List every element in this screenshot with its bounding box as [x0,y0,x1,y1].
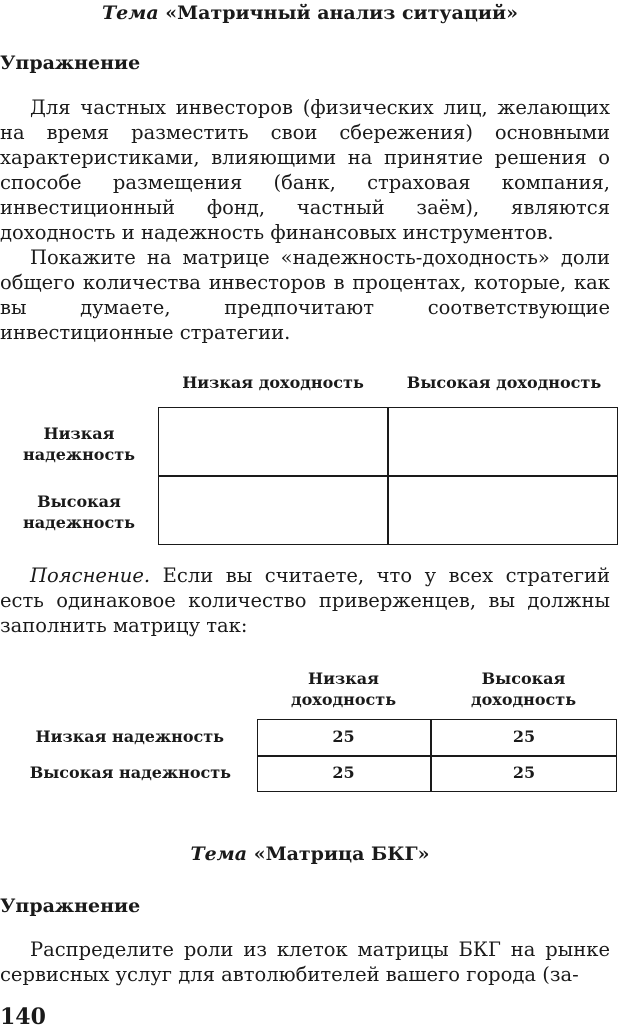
row-header-line: Низкая [43,424,115,443]
matrix2-col-low-header [257,668,430,710]
matrix2-cell: 25 [332,763,355,782]
matrix2-row-low-header: Низкая надежность [35,727,224,746]
topic-prefix: Тема [190,843,248,865]
topic-heading-2 [0,843,620,865]
matrix1-row-high-header [0,491,158,533]
explanation-label: Пояснение. [30,564,151,587]
exercise-heading-2: Упражнение [0,895,141,917]
matrix2-cell: 25 [332,727,355,746]
matrix2-col-high-header [430,668,617,710]
topic-prefix: Тема [102,2,159,24]
exercise-heading-1: Упражнение [0,52,141,74]
col-header-line: Высокая [481,669,566,688]
matrix1-divider-horizontal [158,475,618,477]
col-header-line: доходность [290,690,397,709]
matrix2-cell: 25 [512,763,536,782]
explanation-text: Если вы считаете, что у всех стратегий есть одинаковое количество приверженцев, вы должны заполнить матрицу так: [0,564,610,637]
exercise-paragraph-1 [0,95,610,245]
topic-heading-1 [0,2,620,24]
page-number: 140 [0,1004,46,1030]
paragraph-text: Распределите роли из клеток матрицы БКГ на рынке сервисных услуг для автолюбителей вашего города (за- [0,938,610,986]
row-header-line: надежность [23,513,135,532]
matrix1-col-high-header: Высокая доходность [406,373,602,392]
col-header-line: Низкая [308,669,379,688]
col-header-line: доходность [470,690,577,709]
explanation-paragraph [0,563,610,638]
matrix2-divider-horizontal [257,755,617,757]
matrix2-row-high-header: Высокая надежность [29,763,231,782]
exercise-paragraph-2 [0,245,610,345]
matrix2-cell: 25 [512,727,536,746]
matrix1-col-low-header: Низкая доходность [182,373,364,392]
exercise-paragraph-3 [0,937,610,987]
paragraph-text: Покажите на матрице «надежность-доходность» доли общего количества инвесторов в процентах, которые, как вы думаете, предпочитают соответствующие инвестиционные стратегии. [0,246,610,344]
topic-title: «Матрица БКГ» [253,843,430,865]
matrix1-row-low-header [0,423,158,465]
row-header-line: надежность [23,445,135,464]
row-header-line: Высокая [37,492,121,511]
paragraph-text: Для частных инвесторов (физических лиц, желающих на время разместить свои сбережения) основными характеристиками, влияющими на принятие решения о способе размещения (банк, страховая компания, инвестиционный фонд, частный заём), являются доходность и надежность финансовых инструментов. [0,96,610,244]
topic-title: «Матричный анализ ситуаций» [165,2,518,24]
